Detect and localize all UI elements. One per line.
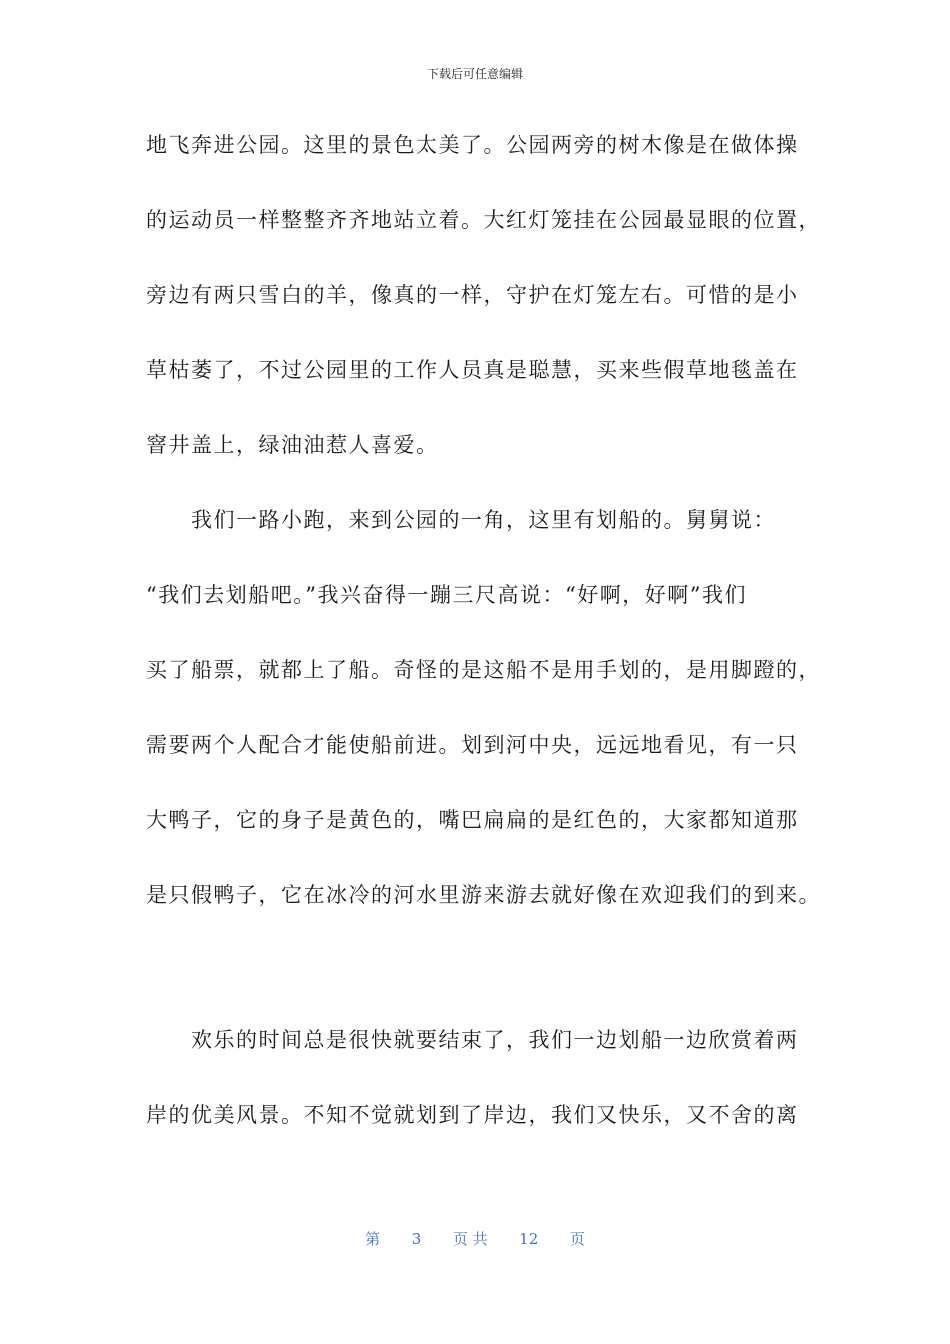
- text-line: 的运动员一样整整齐齐地站立着。大红灯笼挂在公园最显眼的位置，: [146, 208, 821, 232]
- page-prefix: 第: [365, 1230, 381, 1248]
- text-line: 窨井盖上，绿油油惹人喜爱。: [146, 433, 439, 457]
- text-line: 草枯萎了，不过公园里的工作人员真是聪慧，买来些假草地毯盖在: [146, 358, 799, 382]
- text-line: 我们一路小跑，来到公园的一角，这里有划船的。舅舅说：: [146, 508, 776, 532]
- page-number: 3: [411, 1230, 422, 1248]
- body-text-block-2: [146, 1003, 810, 1153]
- text-line: 大鸭子，它的身子是黄色的，嘴巴扁扁的是红色的，大家都知道那: [146, 808, 799, 832]
- page-header: [0, 66, 950, 82]
- text-line: 需要两个人配合才能使船前进。划到河中央，远远地看见，有一只: [146, 733, 799, 757]
- text-line: 旁边有两只雪白的羊，像真的一样，守护在灯笼左右。可惜的是小: [146, 283, 799, 307]
- text-line: 欢乐的时间总是很快就要结束了，我们一边划船一边欣赏着两: [146, 1028, 799, 1052]
- text-line: 岸的优美风景。不知不觉就划到了岸边，我们又快乐，又不舍的离: [146, 1103, 799, 1127]
- page-total: 12: [519, 1230, 539, 1248]
- text-line: 是只假鸭子，它在冰冷的河水里游来游去就好像在欢迎我们的到来。: [146, 883, 821, 907]
- body-text-block-1: [146, 108, 821, 933]
- text-line: 买了船票，就都上了船。奇怪的是这船不是用手划的，是用脚蹬的，: [146, 658, 821, 682]
- text-line: 地飞奔进公园。这里的景色太美了。公园两旁的树木像是在做体操: [146, 133, 799, 157]
- page-footer: [0, 1229, 950, 1249]
- text-line: “我们去划船吧。”我兴奋得一蹦三尺高说：“好啊，好啊”我们: [146, 583, 747, 607]
- page-mid: 页 共: [452, 1230, 488, 1248]
- header-note: 下载后可任意编辑: [426, 67, 523, 81]
- page-suffix: 页: [569, 1230, 585, 1248]
